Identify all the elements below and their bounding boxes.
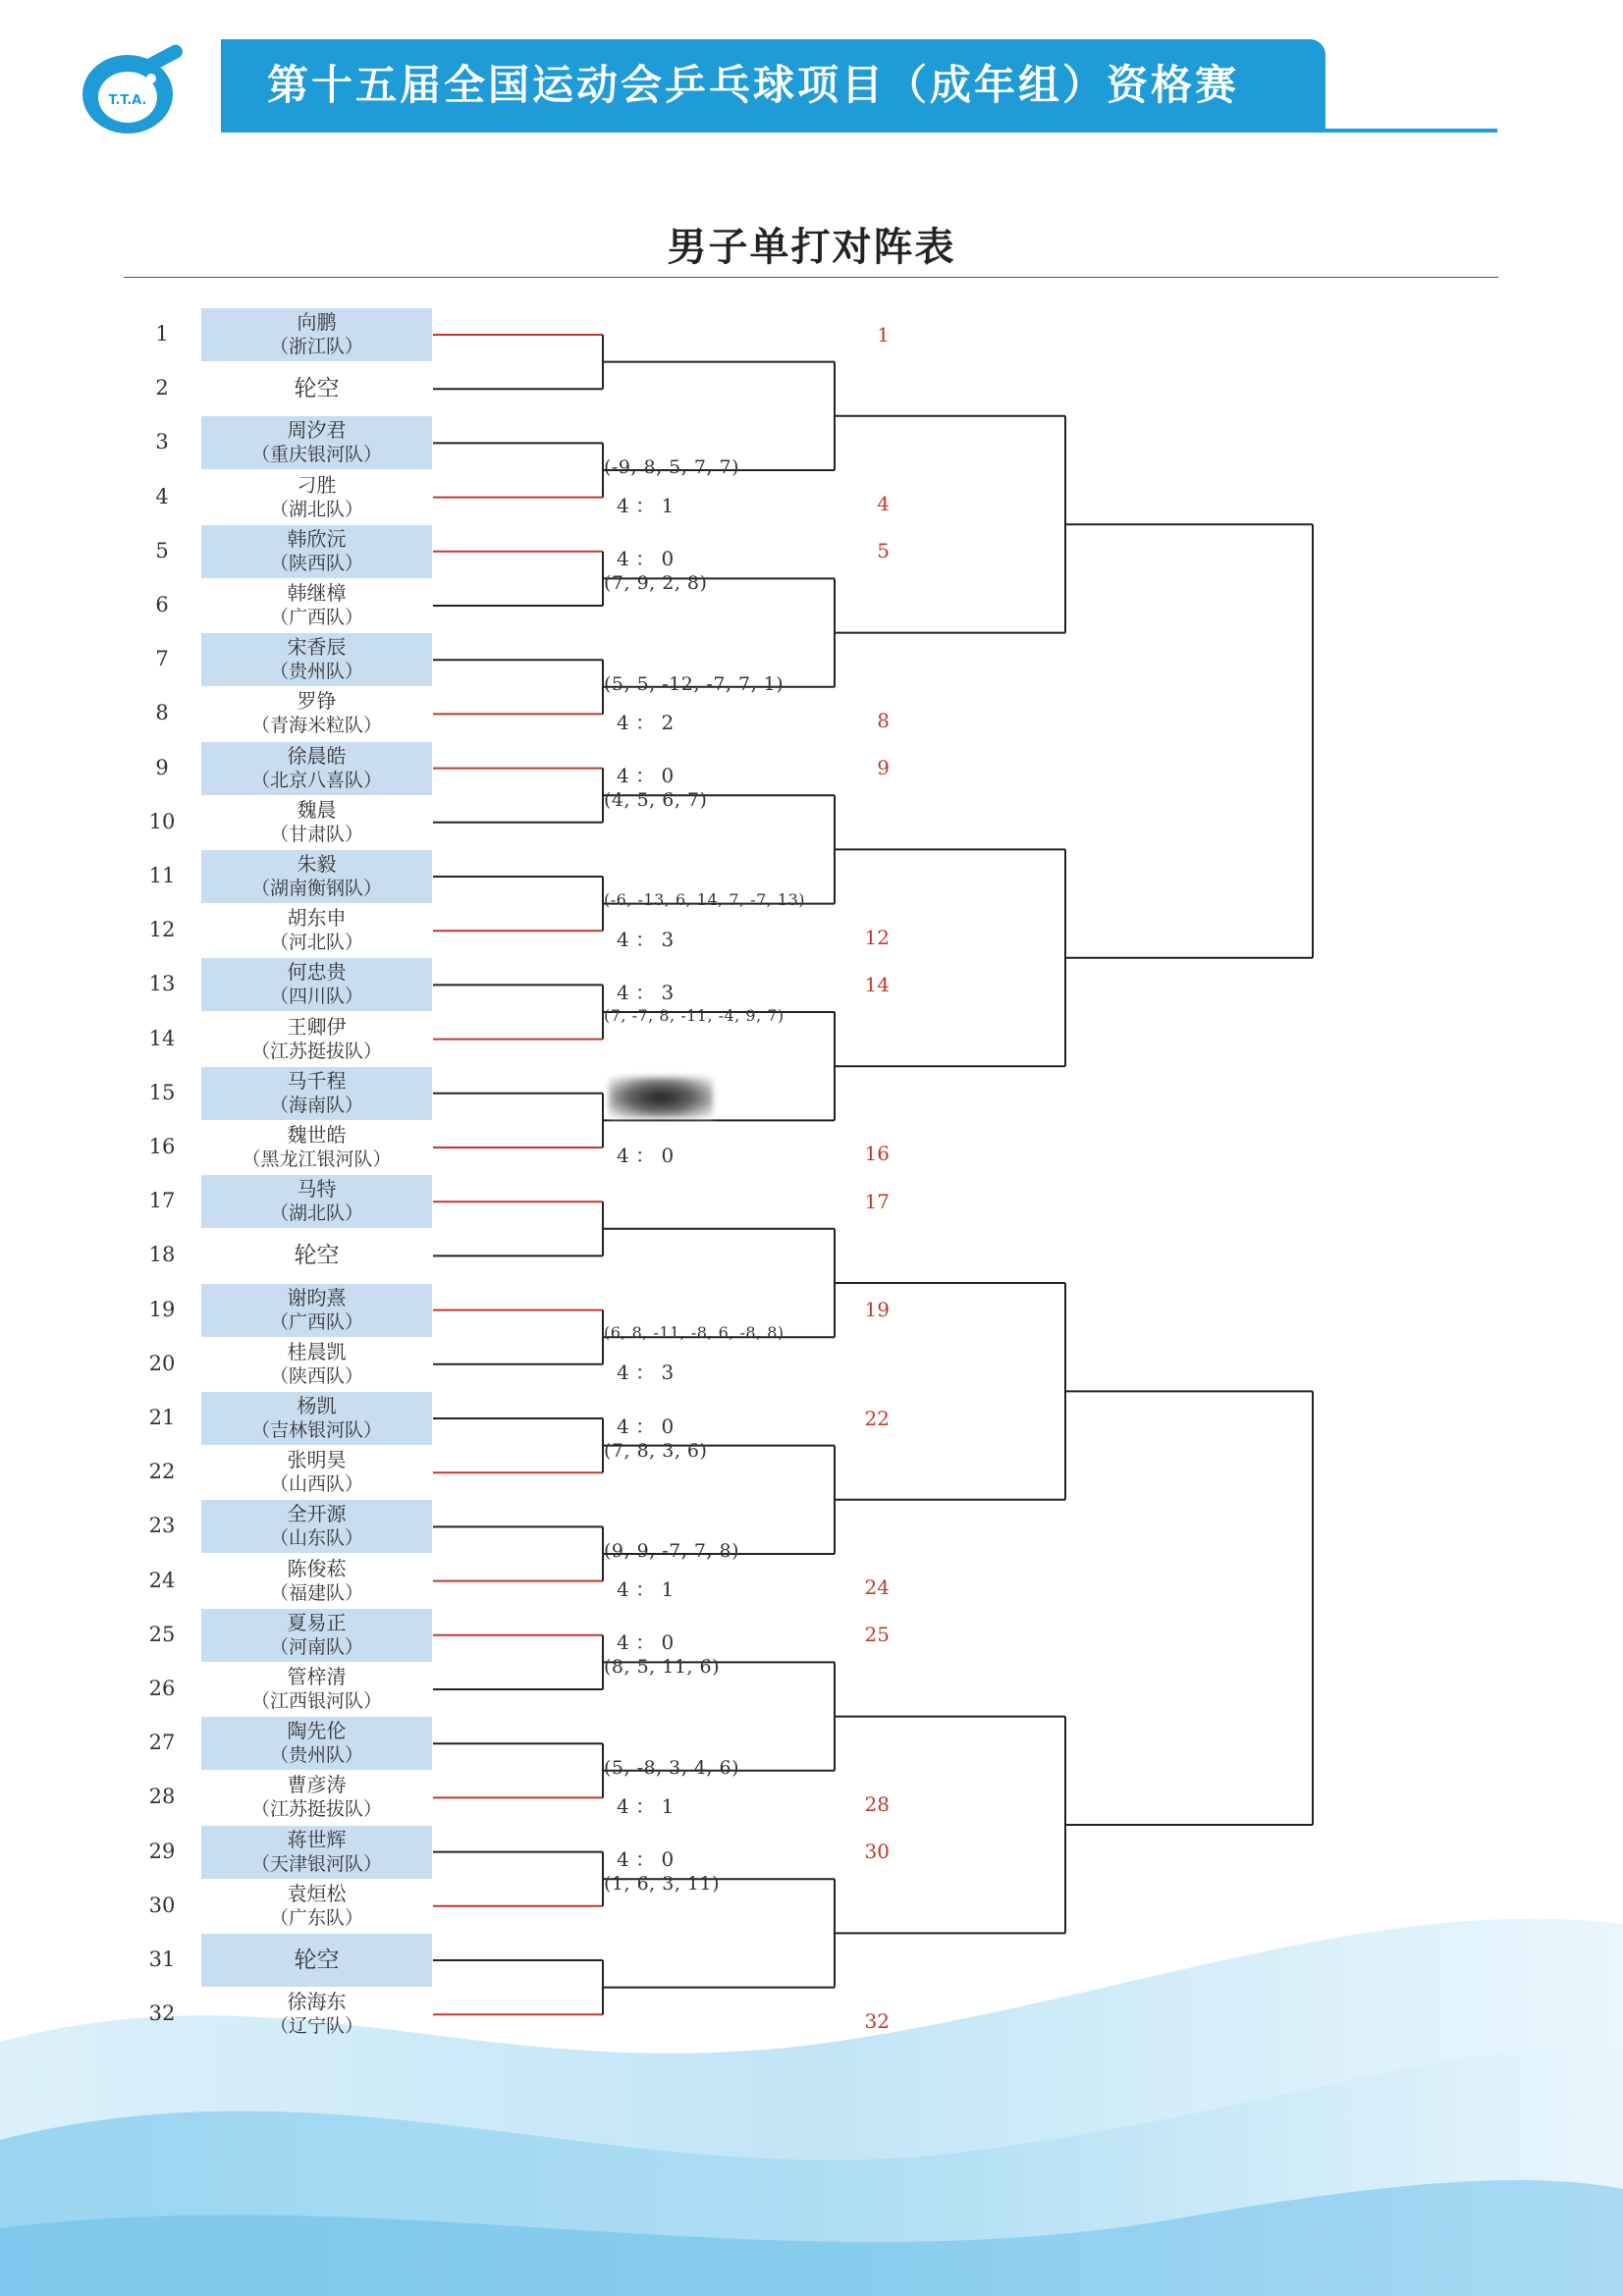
player-name: 向鹏 <box>297 310 337 334</box>
player-entry <box>201 1284 432 1337</box>
match-score: 4 ： 1 <box>617 1793 675 1818</box>
player-entry <box>201 1229 432 1282</box>
player-entry <box>201 687 432 740</box>
player-name: 轮空 <box>294 1242 340 1268</box>
game-scores: (9, 9, -7, 7, 8) <box>604 1540 740 1562</box>
player-team: （吉林银河队） <box>250 1419 382 1441</box>
match-score: 4 ： 1 <box>617 1577 675 1601</box>
match-score: 4 ： 0 <box>617 1414 675 1438</box>
player-entry <box>201 1500 432 1553</box>
player-name: 何忠贵 <box>287 960 347 985</box>
seed-number: 31 <box>148 1948 176 1971</box>
winner-seed: 5 <box>877 539 890 563</box>
winner-seed: 12 <box>864 925 890 949</box>
seed-number: 1 <box>155 322 169 346</box>
seed-number: 25 <box>148 1622 176 1646</box>
match-score: 4 ： 0 <box>617 547 675 571</box>
seed-number: 6 <box>155 593 169 616</box>
player-team: （福建队） <box>269 1581 363 1604</box>
player-name: 胡东申 <box>287 906 347 931</box>
seed-number: 7 <box>155 647 169 671</box>
match-score: 4 ： 0 <box>617 1847 675 1872</box>
player-entry <box>201 1392 432 1445</box>
seed-number: 20 <box>148 1351 176 1375</box>
seed-number: 28 <box>148 1785 176 1809</box>
game-scores: (1, 6, 3, 11) <box>604 1873 721 1896</box>
seed-number: 4 <box>155 484 169 508</box>
winner-seed: 17 <box>864 1189 890 1213</box>
player-entry <box>201 904 432 957</box>
seed-number: 11 <box>148 864 176 887</box>
player-team: （河北队） <box>269 932 363 954</box>
seed-number: 22 <box>148 1460 176 1484</box>
player-name: 马特 <box>297 1177 337 1201</box>
player-team: （四川队） <box>269 986 363 1008</box>
player-name: 陶先伦 <box>287 1719 347 1743</box>
player-team: （贵州队） <box>269 661 363 683</box>
player-team: （广东队） <box>269 1906 363 1929</box>
seed-number: 21 <box>148 1406 176 1429</box>
player-entry <box>201 1067 432 1120</box>
winner-seed: 1 <box>877 322 890 347</box>
player-name: 谢昀熹 <box>287 1285 347 1309</box>
player-entry <box>201 1771 432 1824</box>
player-team: （湖北队） <box>269 498 363 520</box>
player-team: （江苏挺拔队） <box>250 1040 382 1062</box>
player-entry <box>201 579 432 632</box>
player-team: （陕西队） <box>269 552 363 574</box>
winner-seed: 30 <box>864 1840 890 1864</box>
player-entry <box>201 958 432 1011</box>
player-team: （陕西队） <box>269 1364 363 1387</box>
player-team: （重庆银河队） <box>250 444 382 466</box>
seed-number: 3 <box>155 430 169 454</box>
player-entry <box>201 1609 432 1662</box>
game-scores: (8, 5, 11, 6) <box>604 1656 721 1679</box>
player-name: 陈俊菘 <box>287 1556 347 1580</box>
winner-seed: 24 <box>864 1575 890 1599</box>
seed-number: 19 <box>148 1297 176 1321</box>
player-entry <box>201 308 432 361</box>
player-entry <box>201 1934 432 1987</box>
seed-number: 13 <box>148 972 176 996</box>
winner-seed: 22 <box>864 1406 890 1430</box>
player-team: （甘肃队） <box>269 823 363 845</box>
seed-number: 17 <box>148 1189 176 1213</box>
winner-seed: 32 <box>864 2008 890 2033</box>
player-entry <box>201 742 432 795</box>
player-name: 周汐君 <box>287 418 347 443</box>
player-entry <box>201 1175 432 1228</box>
player-entry <box>201 1121 432 1174</box>
player-team: （贵州队） <box>269 1744 363 1767</box>
player-name: 轮空 <box>294 375 340 401</box>
seed-number: 32 <box>148 2002 176 2026</box>
player-name: 魏晨 <box>297 797 337 822</box>
player-team: （广西队） <box>269 607 363 628</box>
player-team: （广西队） <box>269 1310 363 1333</box>
player-name: 夏易正 <box>287 1610 347 1634</box>
player-name: 韩继樟 <box>287 581 347 605</box>
player-entry <box>201 471 432 524</box>
match-score: 4 ： 0 <box>617 1630 675 1655</box>
game-scores: (7, 9, 2, 8) <box>604 572 708 595</box>
winner-seed: 25 <box>864 1623 890 1647</box>
player-entry <box>201 1988 432 2041</box>
player-name: 徐海东 <box>287 1990 347 2014</box>
player-entry <box>201 1880 432 1933</box>
seed-number: 18 <box>148 1243 176 1267</box>
player-name: 宋香辰 <box>287 635 347 660</box>
player-name: 罗铮 <box>297 689 337 714</box>
player-team: （辽宁队） <box>269 2015 363 2038</box>
match-score: 4 ： 2 <box>617 710 675 734</box>
game-scores: (6, 8, -11, -8, 6, -8, 8) <box>604 1323 784 1343</box>
player-name: 张明昊 <box>287 1448 347 1472</box>
player-entry <box>201 416 432 469</box>
seed-number: 15 <box>148 1080 176 1104</box>
player-entry <box>201 1446 432 1499</box>
player-entry <box>201 525 432 578</box>
seed-number: 9 <box>155 755 169 779</box>
logo-text: T.T.A. <box>108 93 147 108</box>
player-entry <box>201 1555 432 1608</box>
seed-number: 2 <box>155 376 169 400</box>
player-team: （山东队） <box>269 1527 363 1550</box>
player-entry <box>201 1013 432 1066</box>
match-score: 4 ： 1 <box>617 494 675 517</box>
player-entry <box>201 1826 432 1879</box>
player-name: 马千程 <box>287 1068 347 1093</box>
player-name: 徐晨皓 <box>287 743 347 768</box>
game-scores: (5, 5, -12, -7, 7, 1) <box>604 672 784 695</box>
player-name: 曹彦涛 <box>287 1773 347 1797</box>
player-entry <box>201 850 432 903</box>
player-team: （江苏挺拔队） <box>250 1798 382 1821</box>
seed-number: 14 <box>148 1026 176 1050</box>
match-score: 4 ： 0 <box>617 764 675 788</box>
player-name: 韩欣沅 <box>287 526 347 551</box>
game-scores: (-6, -13, 6, 14, 7, -7, 13) <box>604 889 806 909</box>
player-team: （海南队） <box>269 1094 363 1116</box>
player-team: （青海米粒队） <box>250 715 382 737</box>
player-entry <box>201 1717 432 1770</box>
seed-number: 16 <box>148 1135 176 1158</box>
seed-number: 23 <box>148 1514 176 1538</box>
player-name: 王卿伊 <box>287 1014 347 1039</box>
player-entry <box>201 1663 432 1716</box>
player-entry <box>201 633 432 686</box>
seed-number: 10 <box>148 809 176 833</box>
winner-seed: 16 <box>864 1142 890 1166</box>
player-team: （天津银河队） <box>250 1852 382 1875</box>
game-scores: (4, 5, 6, 7) <box>604 789 708 812</box>
game-scores: (7, -7, 8, -11, -4, 9, 7) <box>604 1006 784 1025</box>
player-team: （黑龙江银河队） <box>242 1148 392 1170</box>
match-score: 4 ： 3 <box>617 981 675 1004</box>
player-name: 蒋世辉 <box>287 1827 347 1851</box>
game-scores: (5, -8, 3, 4, 6) <box>604 1756 740 1779</box>
player-team: （浙江队） <box>269 336 363 357</box>
player-entry <box>201 362 432 415</box>
seed-number: 5 <box>155 538 169 562</box>
player-entry <box>201 796 432 849</box>
player-team: （湖北队） <box>269 1202 363 1225</box>
seed-number: 26 <box>148 1677 176 1700</box>
seed-number: 27 <box>148 1731 176 1755</box>
match-score: 4 ： 0 <box>617 1144 675 1168</box>
seed-number: 8 <box>155 701 169 725</box>
player-team: （山西队） <box>269 1473 363 1496</box>
player-name: 轮空 <box>294 1947 340 1973</box>
seed-number: 12 <box>148 918 176 942</box>
player-name: 魏世皓 <box>287 1123 347 1147</box>
player-team: （江西银河队） <box>250 1690 382 1712</box>
seed-number: 29 <box>148 1839 176 1863</box>
seed-number: 24 <box>148 1568 176 1592</box>
player-name: 管梓清 <box>287 1665 347 1688</box>
player-team: （北京八喜队） <box>250 769 382 791</box>
match-score: 4 ： 3 <box>617 1361 675 1385</box>
player-team: （河南队） <box>269 1635 363 1658</box>
player-name: 桂晨凯 <box>287 1339 347 1363</box>
player-name: 杨凯 <box>297 1394 337 1417</box>
header-title: 第十五届全国运动会乒乓球项目（成年组）资格赛 <box>267 61 1240 109</box>
player-name: 朱毅 <box>297 852 337 876</box>
match-score: 4 ： 3 <box>617 927 675 951</box>
player-entry <box>201 1338 432 1391</box>
blurred-area <box>609 1077 713 1118</box>
player-name: 袁烜松 <box>287 1881 347 1905</box>
seed-number: 30 <box>148 1893 176 1917</box>
player-name: 全开源 <box>287 1502 347 1526</box>
player-name: 刁胜 <box>297 472 337 497</box>
game-scores: (7, 8, 3, 6) <box>604 1439 708 1462</box>
winner-seed: 8 <box>877 708 890 732</box>
page-title: 男子单打对阵表 <box>667 225 956 270</box>
winner-seed: 9 <box>877 756 890 780</box>
winner-seed: 4 <box>877 492 890 515</box>
winner-seed: 28 <box>864 1791 890 1816</box>
winner-seed: 14 <box>864 973 890 996</box>
player-team: （湖南衡钢队） <box>250 878 382 899</box>
game-scores: (-9, 8, 5, 7, 7) <box>604 456 740 478</box>
winner-seed: 19 <box>864 1298 890 1322</box>
